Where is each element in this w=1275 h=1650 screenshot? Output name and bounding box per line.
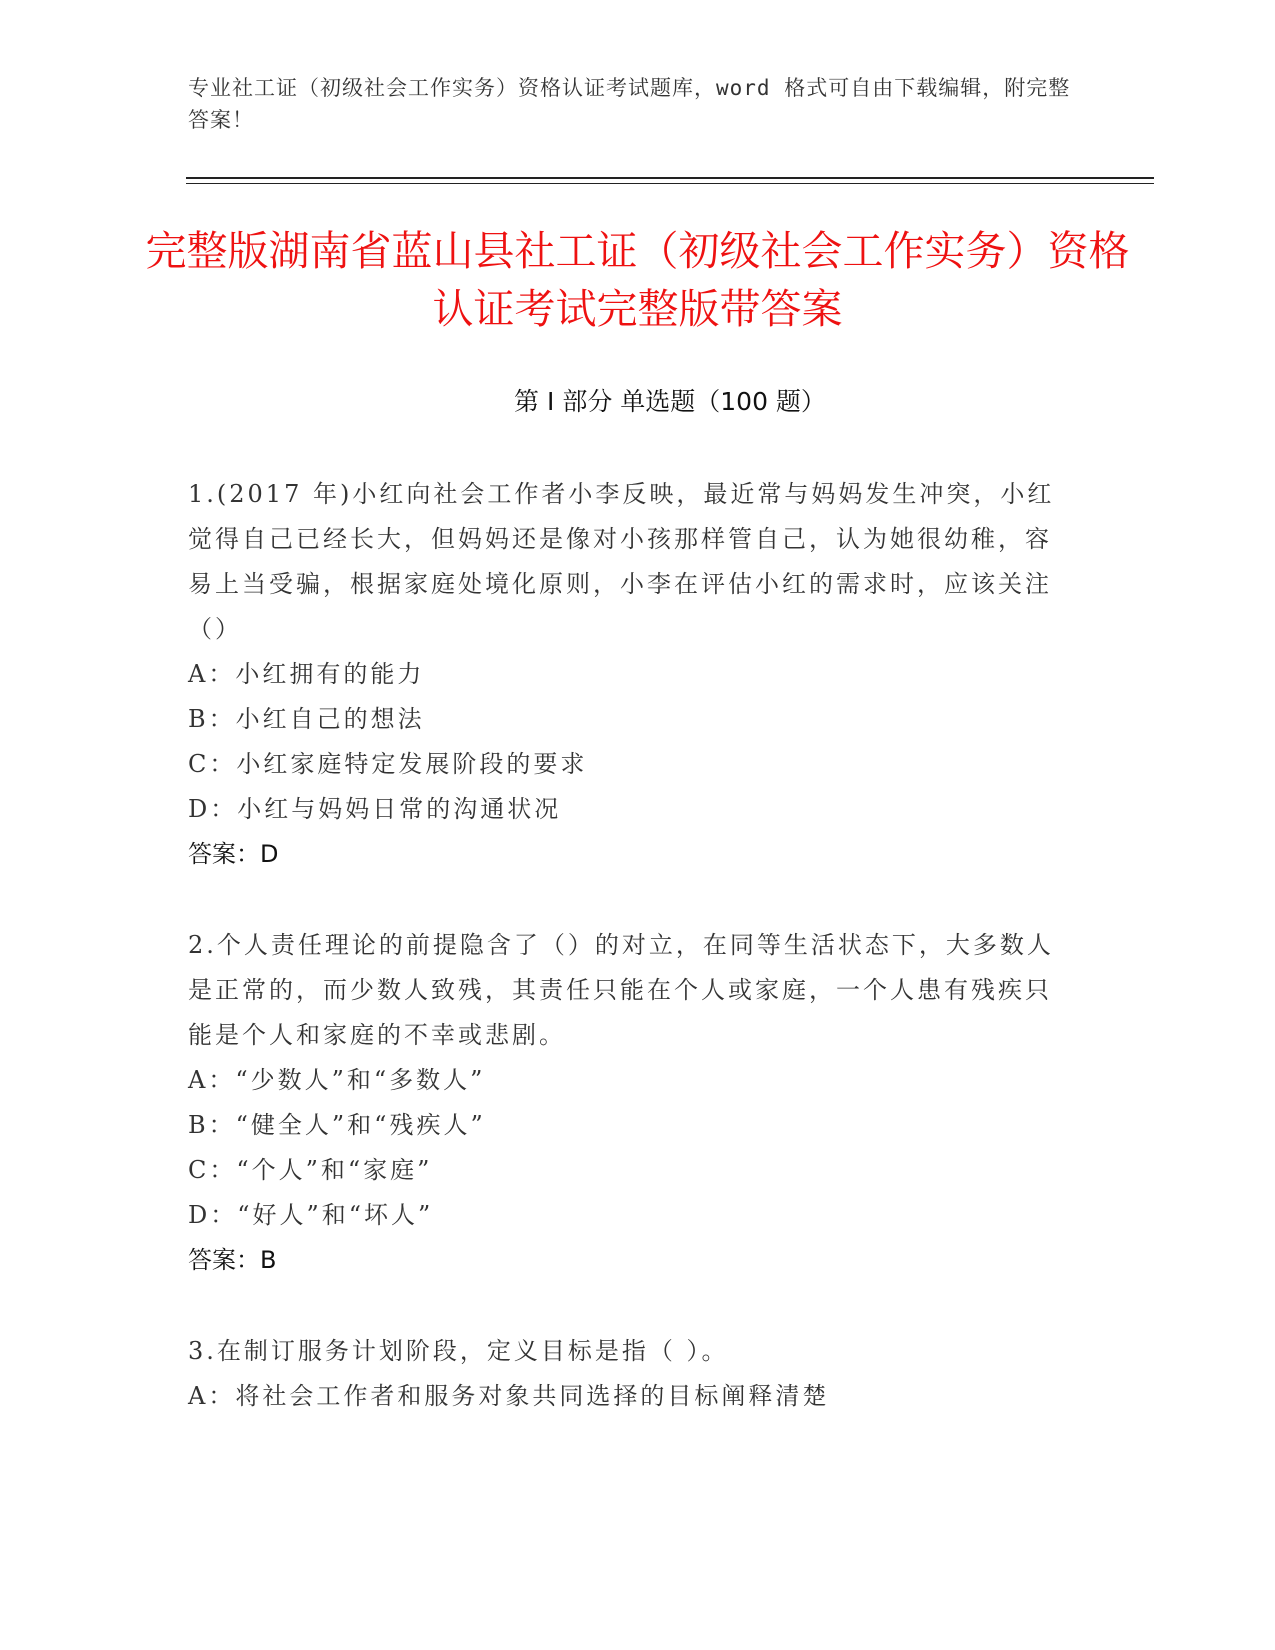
option-c: C：“个人”和“家庭” bbox=[188, 1156, 433, 1184]
question-2 bbox=[188, 923, 1068, 1283]
question-1 bbox=[188, 472, 1068, 877]
option-d: D：“好人”和“坏人” bbox=[188, 1201, 434, 1229]
option-b: B：“健全人”和“残疾人” bbox=[188, 1111, 486, 1139]
header-divider-thick bbox=[186, 177, 1154, 179]
document-title: 完整版湖南省蓝山县社工证（初级社会工作实务）资格认证考试完整版带答案 bbox=[145, 227, 1130, 333]
option-a: A：将社会工作者和服务对象共同选择的目标阐释清楚 bbox=[188, 1382, 830, 1410]
question-stem: 3.在制订服务计划阶段，定义目标是指（ ）。 bbox=[188, 1337, 729, 1365]
section-heading: 第 I 部分 单选题（100 题） bbox=[514, 387, 826, 416]
option-a: A：小红拥有的能力 bbox=[188, 660, 425, 688]
option-b: B：小红自己的想法 bbox=[188, 705, 425, 733]
question-stem: 1.(2017 年)小红向社会工作者小李反映，最近常与妈妈发生冲突，小红觉得自己已经长大，但妈妈还是像对小孩那样管自己，认为她很幼稚，容易上当受骗，根据家庭处境化原则，小李在评估小红的需求时，应该关注（） bbox=[188, 480, 1055, 643]
option-a: A：“少数人”和“多数人” bbox=[188, 1066, 486, 1094]
answer-line: 答案：B bbox=[188, 1246, 277, 1274]
option-d: D：小红与妈妈日常的沟通状况 bbox=[188, 795, 562, 823]
answer-line: 答案：D bbox=[188, 840, 279, 868]
header-note: 专业社工证（初级社会工作实务）资格认证考试题库，word 格式可自由下载编辑，附完整答案！ bbox=[188, 76, 1071, 132]
question-3 bbox=[188, 1329, 1068, 1419]
question-stem: 2.个人责任理论的前提隐含了（）的对立，在同等生活状态下，大多数人是正常的，而少数人致残，其责任只能在个人或家庭，一个人患有残疾只能是个人和家庭的不幸或悲剧。 bbox=[188, 931, 1054, 1049]
header-divider-thin bbox=[186, 183, 1154, 184]
option-c: C：小红家庭特定发展阶段的要求 bbox=[188, 750, 588, 778]
question-list bbox=[188, 472, 1068, 1465]
